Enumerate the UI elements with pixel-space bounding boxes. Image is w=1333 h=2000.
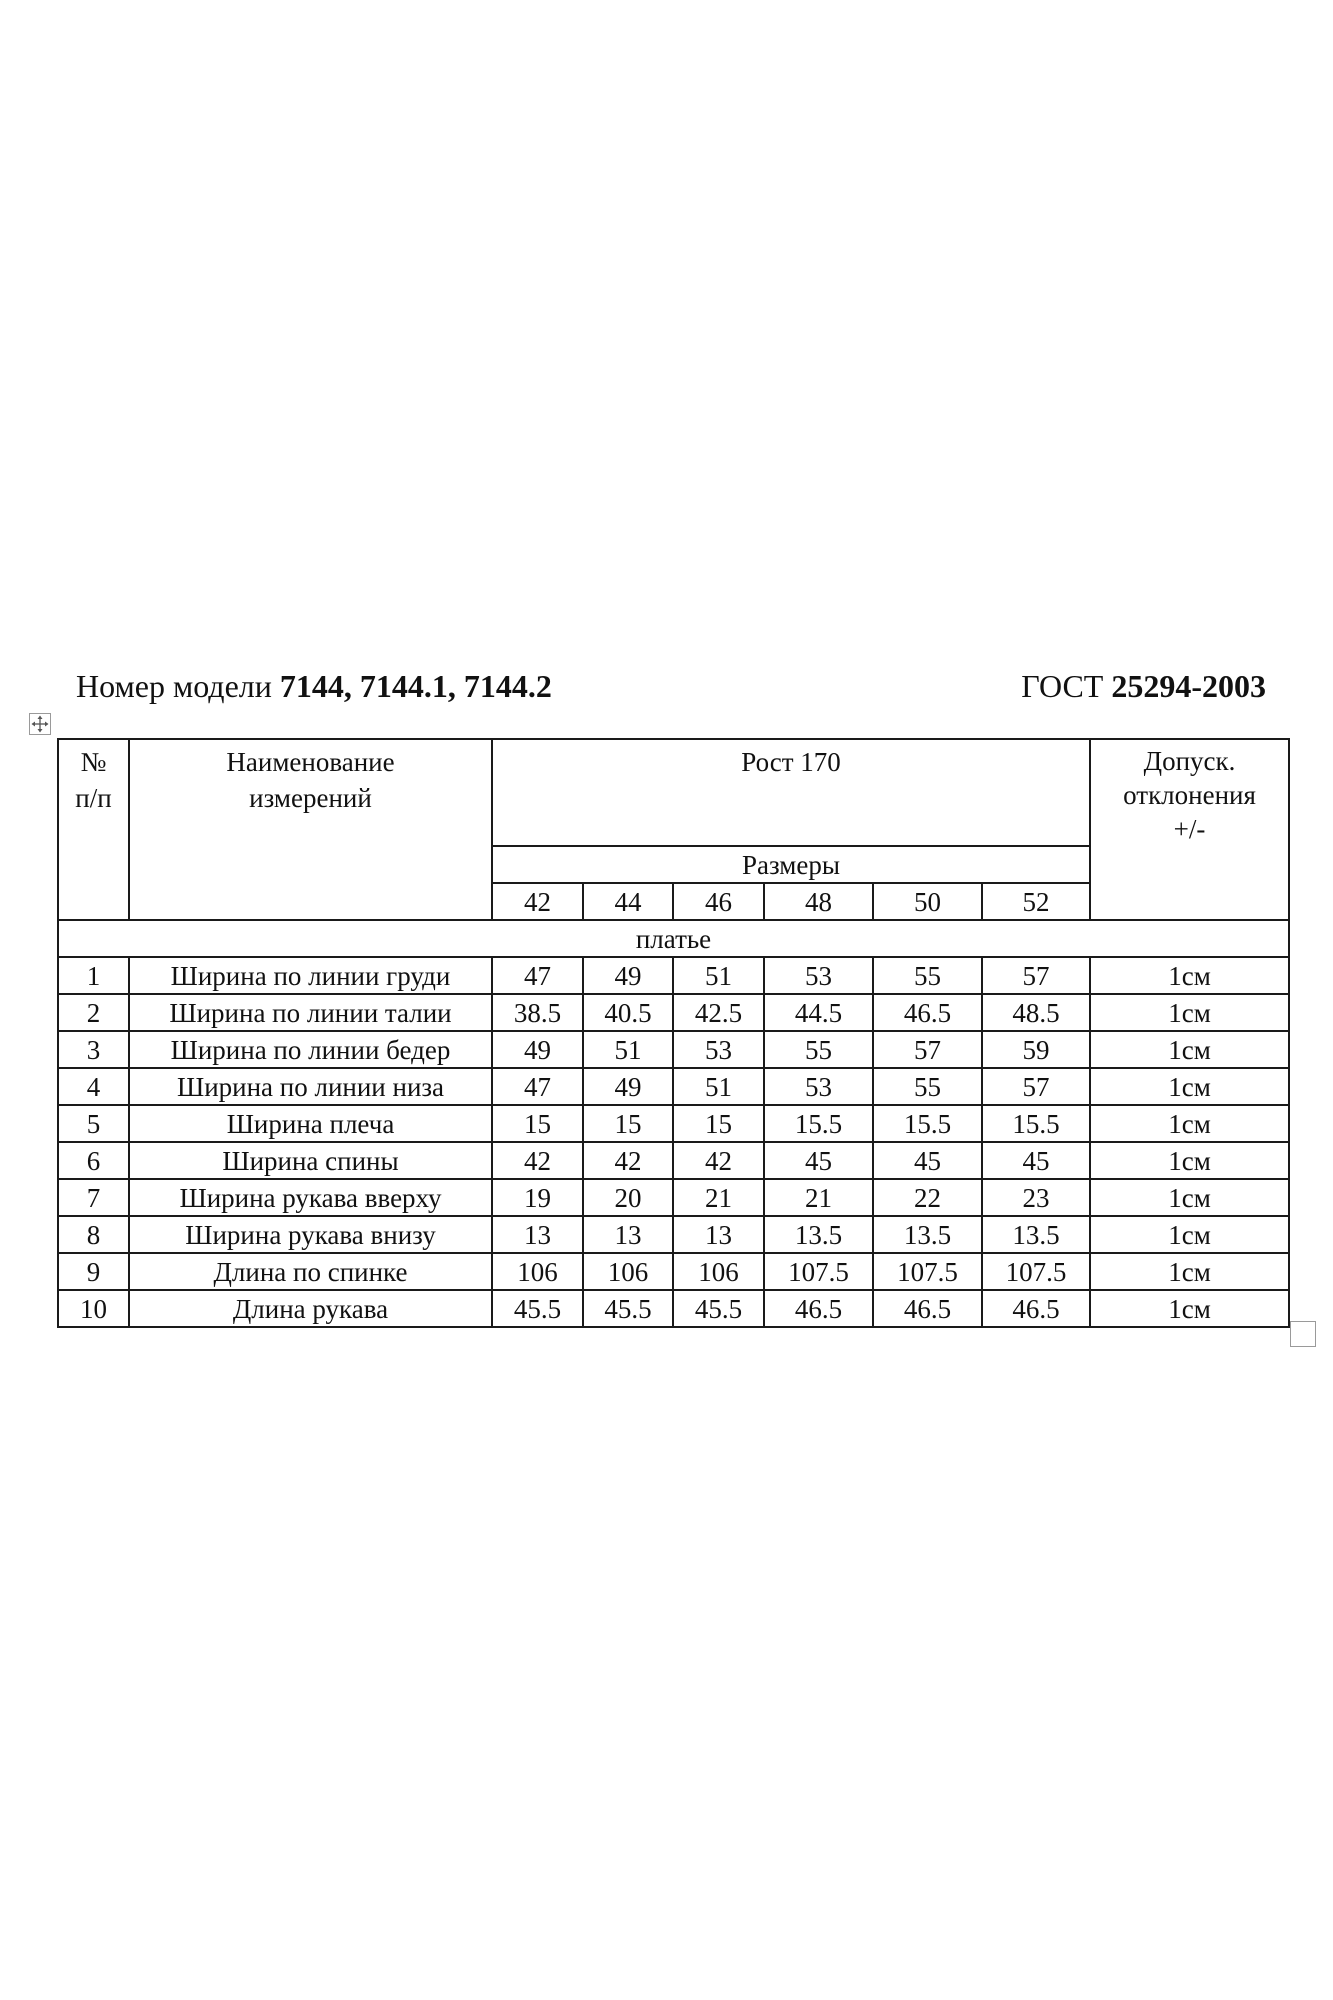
tolerance-line2: отклонения [1123,780,1256,810]
measurement-name: Ширина плеча [129,1105,492,1142]
measurement-name: Ширина спины [129,1142,492,1179]
table-row [58,1179,1289,1216]
document-heading [76,663,1266,709]
measurement-value: 53 [764,1068,873,1105]
height-header: Рост 170 [492,739,1090,846]
model-label: Номер модели [76,668,272,704]
measurement-name: Ширина по линии груди [129,957,492,994]
size-cell: 52 [982,883,1090,920]
tolerance-value: 1см [1090,1179,1289,1216]
measurement-value: 40.5 [583,994,673,1031]
size-cell: 48 [764,883,873,920]
table-row [58,1290,1289,1327]
model-numbers: 7144, 7144.1, 7144.2 [279,668,552,704]
tolerance-line1: Допуск. [1143,746,1236,776]
size-cell: 44 [583,883,673,920]
measurement-value: 19 [492,1179,583,1216]
measurement-value: 49 [492,1031,583,1068]
table-row [58,994,1289,1031]
section-row [58,920,1289,957]
row-number: 4 [58,1068,129,1105]
measurement-value: 51 [673,957,764,994]
measurement-value: 107.5 [873,1253,982,1290]
measurement-value: 15.5 [982,1105,1090,1142]
measurement-value: 55 [764,1031,873,1068]
measurement-value: 15.5 [764,1105,873,1142]
measurement-value: 15 [583,1105,673,1142]
size-table [57,738,1290,1328]
measurement-value: 57 [873,1031,982,1068]
row-number: 10 [58,1290,129,1327]
measurement-value: 51 [583,1031,673,1068]
measurement-value: 107.5 [982,1253,1090,1290]
measurement-name: Ширина рукава вверху [129,1179,492,1216]
measurement-value: 57 [982,1068,1090,1105]
row-number: 5 [58,1105,129,1142]
measurement-value: 20 [583,1179,673,1216]
column-name-line1: Наименование [226,747,395,777]
row-number: 6 [58,1142,129,1179]
measurement-value: 57 [982,957,1090,994]
measurement-value: 107.5 [764,1253,873,1290]
measurement-value: 23 [982,1179,1090,1216]
measurement-value: 45.5 [583,1290,673,1327]
measurement-value: 106 [583,1253,673,1290]
measurement-name: Ширина по линии бедер [129,1031,492,1068]
measurement-value: 47 [492,1068,583,1105]
measurement-value: 42 [583,1142,673,1179]
measurement-name: Длина по спинке [129,1253,492,1290]
tolerance-header [1090,739,1289,920]
row-number: 8 [58,1216,129,1253]
measurement-value: 49 [583,957,673,994]
measurement-value: 13 [673,1216,764,1253]
measurement-value: 15.5 [873,1105,982,1142]
table-header-row [58,739,1289,846]
size-cell: 46 [673,883,764,920]
measurement-value: 42.5 [673,994,764,1031]
measurement-value: 21 [673,1179,764,1216]
measurement-value: 53 [673,1031,764,1068]
gost-number: 25294-2003 [1111,668,1266,704]
measurement-value: 55 [873,1068,982,1105]
tolerance-value: 1см [1090,1290,1289,1327]
measurement-value: 44.5 [764,994,873,1031]
measurement-value: 22 [873,1179,982,1216]
measurement-value: 59 [982,1031,1090,1068]
measurement-value: 15 [492,1105,583,1142]
column-number-line2: п/п [75,783,112,813]
tolerance-line3: +/- [1173,814,1206,844]
gost-heading [1021,663,1266,709]
tolerance-value: 1см [1090,957,1289,994]
column-number-header [58,739,129,920]
model-heading [76,663,552,709]
measurement-value: 15 [673,1105,764,1142]
measurement-value: 51 [673,1068,764,1105]
measurement-value: 13 [583,1216,673,1253]
measurement-value: 45.5 [673,1290,764,1327]
tolerance-value: 1см [1090,1031,1289,1068]
measurement-value: 48.5 [982,994,1090,1031]
measurement-value: 13 [492,1216,583,1253]
measurement-value: 13.5 [982,1216,1090,1253]
column-name-header [129,739,492,920]
measurement-value: 45 [982,1142,1090,1179]
tolerance-value: 1см [1090,994,1289,1031]
row-number: 7 [58,1179,129,1216]
measurement-value: 46.5 [764,1290,873,1327]
table-row [58,1105,1289,1142]
measurement-value: 45 [764,1142,873,1179]
tolerance-value: 1см [1090,1142,1289,1179]
measurement-value: 46.5 [873,994,982,1031]
row-number: 1 [58,957,129,994]
table-row [58,957,1289,994]
tolerance-value: 1см [1090,1216,1289,1253]
row-number: 3 [58,1031,129,1068]
measurement-name: Ширина рукава внизу [129,1216,492,1253]
tolerance-value: 1см [1090,1068,1289,1105]
tolerance-value: 1см [1090,1253,1289,1290]
column-number-line1: № [80,747,107,777]
table-row [58,1068,1289,1105]
measurement-value: 13.5 [764,1216,873,1253]
table-resize-handle-icon[interactable] [1290,1321,1316,1347]
sizes-header: Размеры [492,846,1090,883]
table-row [58,1031,1289,1068]
table-row [58,1142,1289,1179]
measurement-value: 21 [764,1179,873,1216]
measurement-name: Длина рукава [129,1290,492,1327]
measurement-value: 46.5 [982,1290,1090,1327]
measurement-value: 53 [764,957,873,994]
measurement-value: 55 [873,957,982,994]
table-row [58,1253,1289,1290]
measurement-value: 45.5 [492,1290,583,1327]
table-row [58,1216,1289,1253]
section-label: платье [58,920,1289,957]
measurement-value: 42 [492,1142,583,1179]
measurement-value: 46.5 [873,1290,982,1327]
measurement-value: 13.5 [873,1216,982,1253]
column-name-line2: измерений [249,783,372,813]
tolerance-value: 1см [1090,1105,1289,1142]
row-number: 9 [58,1253,129,1290]
measurement-value: 42 [673,1142,764,1179]
measurement-name: Ширина по линии талии [129,994,492,1031]
measurement-value: 49 [583,1068,673,1105]
gost-label: ГОСТ [1021,668,1104,704]
measurement-value: 106 [492,1253,583,1290]
move-arrows-icon[interactable] [29,713,51,735]
measurement-value: 106 [673,1253,764,1290]
measurement-value: 47 [492,957,583,994]
size-cell: 42 [492,883,583,920]
measurement-name: Ширина по линии низа [129,1068,492,1105]
measurement-value: 45 [873,1142,982,1179]
size-cell: 50 [873,883,982,920]
measurement-value: 38.5 [492,994,583,1031]
row-number: 2 [58,994,129,1031]
